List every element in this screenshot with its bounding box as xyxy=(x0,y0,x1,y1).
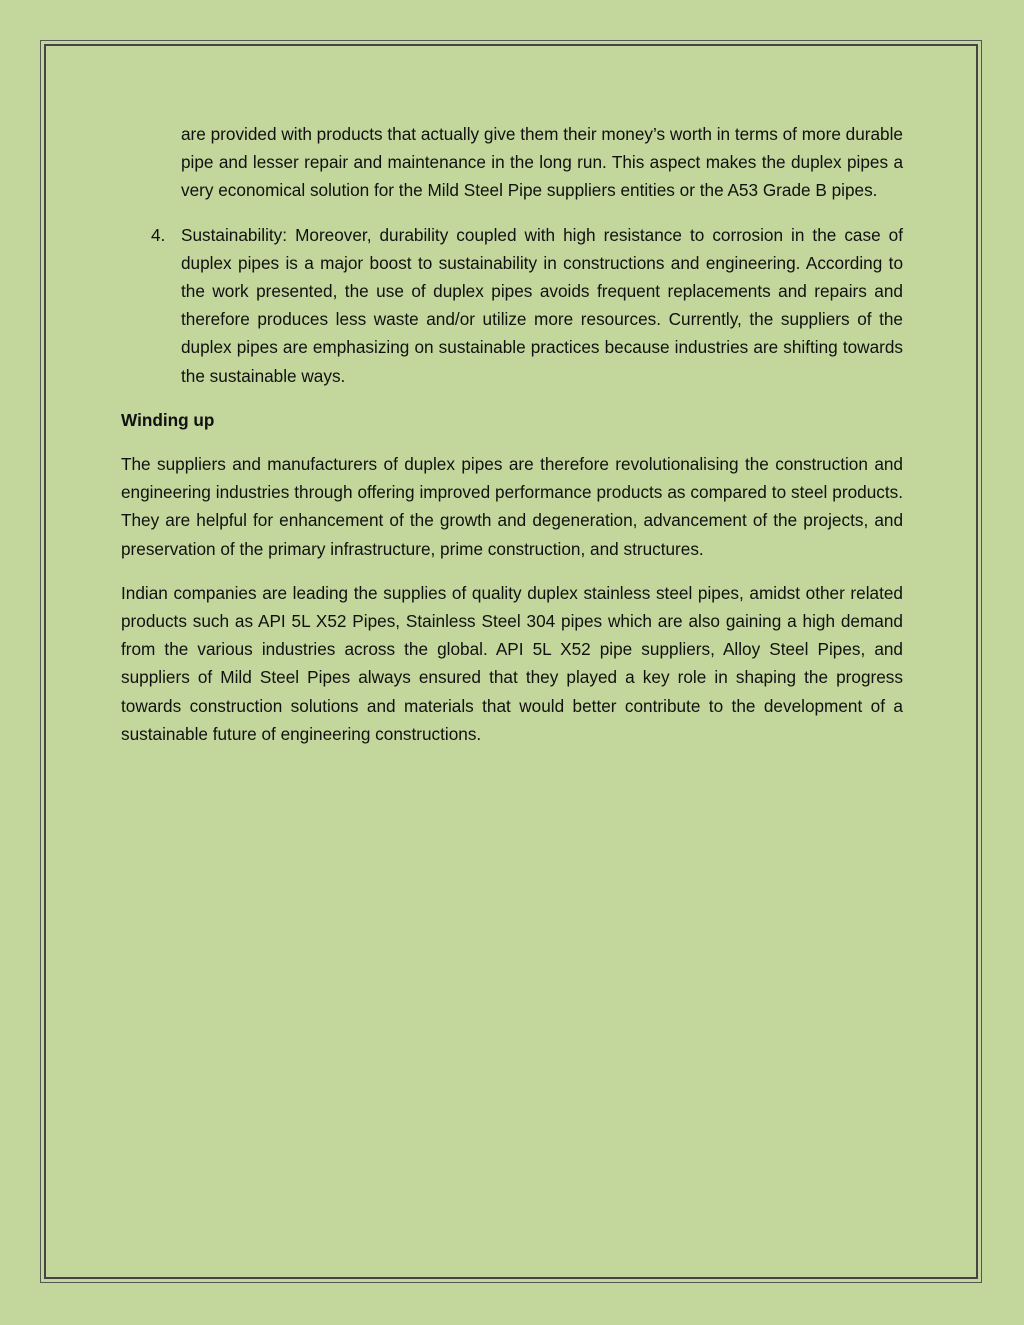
paragraph-indian-companies: Indian companies are leading the supplies of quality duplex stainless steel pipes, amidst other related products such as API 5L X52 Pipes, Stainless Steel 304 pipes which are also gaining a high demand from the various industries across the global. API 5L X52 pipe suppliers, Alloy Steel Pipes, and suppliers of Mild Steel Pipes always ensured that they played a key role in shaping the progress towards construction solutions and materials that would better contribute to the development of a sustainable future of engineering constructions. xyxy=(121,582,903,744)
list-item-sustainability xyxy=(151,221,903,390)
list-number: 4. xyxy=(151,224,166,245)
document-body xyxy=(121,120,903,764)
paragraph-suppliers: The suppliers and manufacturers of duplex pipes are therefore revolutionalising the construction and engineering industries through offering improved performance products as compared to steel products. They are helpful for enhancement of the growth and degeneration, advancement of the projects, and preservation of the primary infrastructure, prime construction, and structures. xyxy=(121,454,903,559)
section-heading: Winding up xyxy=(121,409,215,430)
continuation-paragraph: are provided with products that actually give them their money’s worth in terms of more durable pipe and lesser repair and maintenance in the long run. This aspect makes the duplex pipes a very economical solution for the Mild Steel Pipe suppliers entities or the A53 Grade B pipes. xyxy=(181,124,903,201)
list-item-text: Sustainability: Moreover, durability coupled with high resistance to corrosion in the case of duplex pipes is a major boost to sustainability in constructions and engineering. According to the work presented, the use of duplex pipes avoids frequent replacements and repairs and therefore produces less waste and/or utilize more resources. Currently, the suppliers of the duplex pipes are emphasizing on sustainable practices because industries are shifting towards the sustainable ways. xyxy=(181,224,903,386)
